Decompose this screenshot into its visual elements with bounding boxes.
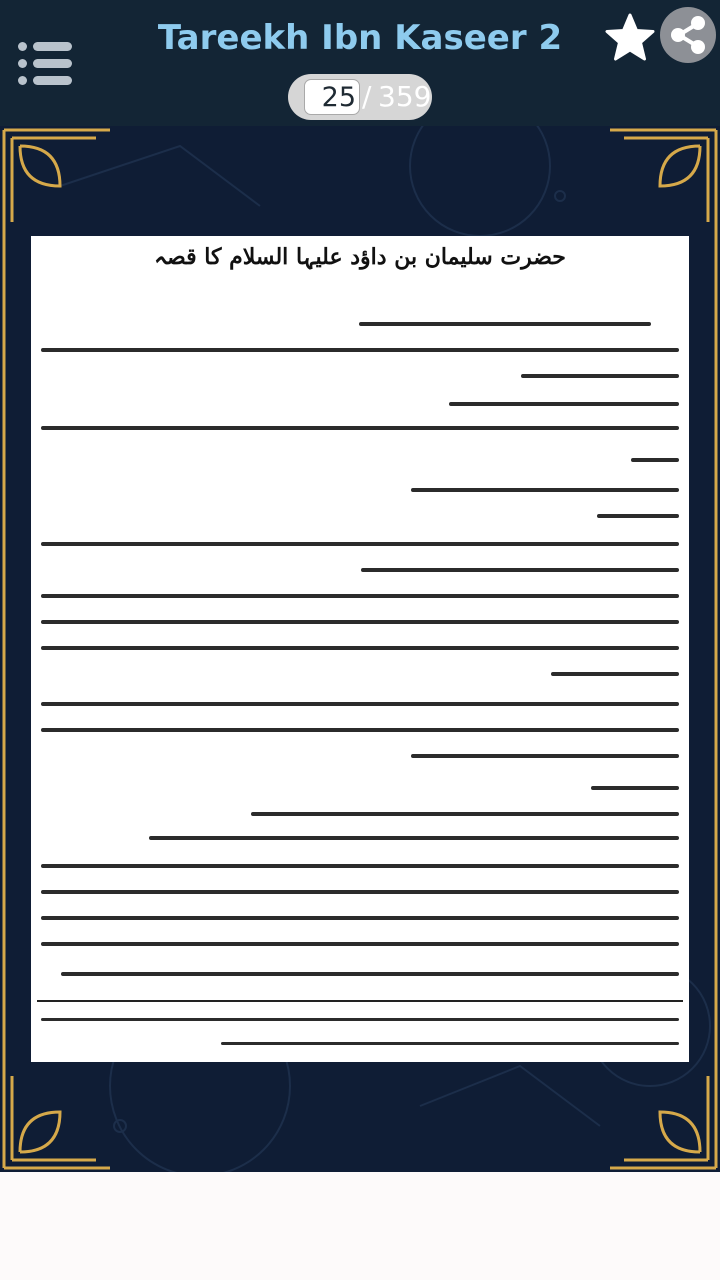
menu-button[interactable] bbox=[18, 42, 74, 86]
share-button[interactable] bbox=[660, 7, 716, 63]
total-pages: 359 bbox=[378, 80, 432, 113]
app-title: Tareekh Ibn Kaseer 2 bbox=[157, 18, 563, 58]
page-viewer[interactable] bbox=[0, 126, 720, 1172]
page-separator: / bbox=[362, 80, 372, 113]
favorite-button[interactable] bbox=[604, 12, 656, 64]
chapter-heading: حضرت سلیمان بن داؤد علیہا السلام کا قصہ bbox=[154, 244, 566, 270]
page-navigator bbox=[288, 74, 432, 120]
bottom-blank-area bbox=[0, 1172, 720, 1280]
star-icon bbox=[604, 12, 656, 64]
book-page-image bbox=[31, 236, 689, 1062]
share-icon bbox=[660, 7, 716, 63]
app-bar bbox=[0, 0, 720, 126]
footnote-divider bbox=[37, 1000, 683, 1002]
current-page-input[interactable] bbox=[304, 79, 360, 115]
